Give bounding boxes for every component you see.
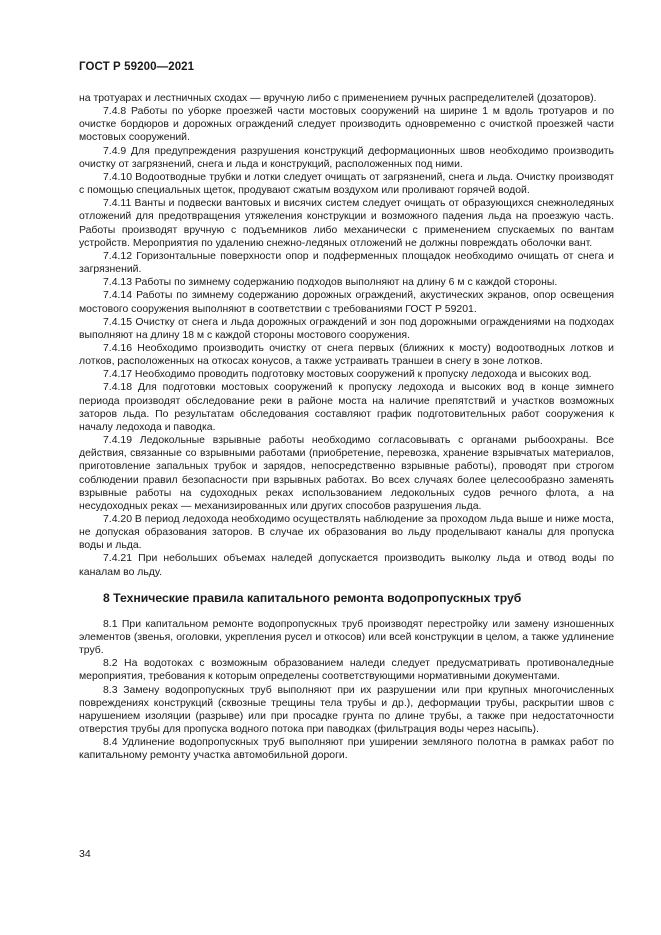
standard-header: ГОСТ Р 59200—2021 [79,61,195,73]
paragraph-7-4-16: 7.4.16 Необходимо производить очистку от снега первых (ближних к мосту) водоотводных лотков и лотков, расположенных на откосах конусов, а также устраивать траншеи в снегу в зоне лотков. [79,342,614,368]
paragraph-7-4-18: 7.4.18 Для подготовки мостовых сооружений к пропуску ледохода и высоких вод в конце зимнего периода производят обследование реки в районе моста на наличие препятствий и участков возможных заторов льда. По результатам обследования составляют график подготовительных работ сооружения к началу ледохода и паводка. [79,382,614,433]
paragraph-7-4-8: 7.4.8 Работы по уборке проезжей части мостовых сооружений на ширине 1 м вдоль тротуаров и по очистке бордюров и дорожных ограждений следует производить одновременно с очисткой проезжей части мостовых сооружений. [79,106,614,144]
paragraph-7-4-10: 7.4.10 Водоотводные трубки и лотки следует очищать от загрязнений, снега и льда. Очистку производят с помощью специальных щеток, продувают сжатым воздухом или проливают горячей водой. [79,171,614,197]
document-body [79,92,614,763]
paragraph-7-4-14: 7.4.14 Работы по зимнему содержанию дорожных ограждений, акустических экранов, опор освещения мостового сооружения выполняют в соответствии с требованиями ГОСТ Р 59201. [79,290,614,315]
paragraph-8-2: 8.2 На водотоках с возможным образованием наледи следует предусматривать противоналедные мероприятия, требования к которым определены соответствующими нормативными документами. [79,658,614,683]
paragraph-continuation: на тротуарах и лестничных сходах — вручную либо с применением ручных распределителей (дозаторов). [79,93,597,104]
paragraph-7-4-21: 7.4.21 При небольших объемах наледей допускается производить выколку льда и отвод воды по каналам во льду. [79,553,614,578]
paragraph-7-4-19: 7.4.19 Ледокольные взрывные работы необходимо согласовывать с органами рыбоохраны. Все действия, связанные со взрывными работами (приобретение, перевозка, хранение взрывчатых материалов, приготовление запальных трубок и зарядов, непосредственно взрывные работы), проводят при строгом соблюдении правил безопасности при взрывных работах. Во всех случаях более целесообразно заменять взрывные работы на судоходных реках использованием ледокольных судов речного флота, а на несудоходных реках — механизированных или других способов разрушения льда. [79,435,614,512]
page-number: 34 [79,848,91,860]
paragraph-7-4-12: 7.4.12 Горизонтальные поверхности опор и подферменных площадок необходимо очищать от снега и загрязнений. [79,250,614,276]
paragraph-7-4-20: 7.4.20 В период ледохода необходимо осуществлять наблюдение за проходом льда выше и ниже моста, не допуская образования заторов. В случае их образования во льду проделывают каналы для пропуска воды и льда. [79,514,614,552]
paragraph-8-3: 8.3 Замену водопропускных труб выполняют при их разрушении или при крупных многочисленных повреждениях конструкций (сквозные трещины тела трубы и др.), деформации трубы, раскрытии швов с нарушением изоляции (разрыве) или при просадке грунта по длине трубы, а также при недостаточности отверстия трубы для пропуска водного потока при паводках (фильтрация воды через насыпь). [79,684,614,736]
paragraph-7-4-15: 7.4.15 Очистку от снега и льда дорожных ограждений и зон под дорожными ограждениями на подходах выполняют на длину 18 м с каждой стороны мостового сооружения. [79,316,614,341]
paragraph-7-4-11: 7.4.11 Ванты и подвески вантовых и висячих систем следует очищать от образующихся снежноледяных отложений для предотвращения утяжеления конструкции и возможного падения льда на проезжую часть. Работы производят вручную с подъемников либо механически с применением спускаемых по вантам устройств. Мероприятия по удалению снежно-ледяных отложений не должны повреждать оболочки вант. [79,198,614,249]
paragraph-7-4-13: 7.4.13 Работы по зимнему содержанию подходов выполняют на длину 6 м с каждой стороны. [103,277,558,289]
paragraph-8-1: 8.1 При капитальном ремонте водопропускных труб производят перестройку или замену изношенных элементов (звенья, оголовки, укрепления русел и откосов) или всей конструкции в целом, а также удлинение труб. [79,618,614,657]
paragraph-7-4-17: 7.4.17 Необходимо проводить подготовку мостовых сооружений к пропуску ледохода и высоких вод. [103,369,592,381]
section-8-heading: 8 Технические правила капитального ремонта водопропускных труб [103,590,522,605]
paragraph-8-4: 8.4 Удлинение водопропускных труб выполняют при уширении земляного полотна в рамках работ по капитальному ремонту участка автомобильной дороги. [79,737,614,762]
paragraph-7-4-9: 7.4.9 Для предупреждения разрушения конструкций деформационных швов необходимо производить очистку от загрязнений, снега и льда и конструкций, расположенных под ними. [79,145,614,170]
